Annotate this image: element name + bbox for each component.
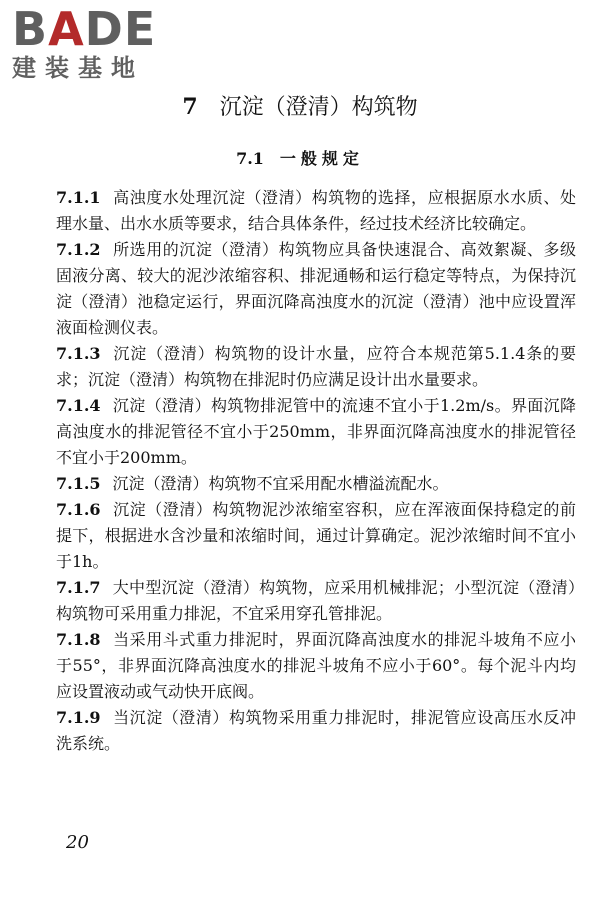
clause-7-1-5 xyxy=(56,471,576,497)
clause-number: 7.1.1 xyxy=(56,188,101,207)
clause-7-1-7 xyxy=(56,575,576,627)
clause-7-1-8 xyxy=(56,627,576,705)
section-title-text: 一般规定 xyxy=(279,149,364,168)
clause-text: 沉淀（澄清）构筑物不宜采用配水槽溢流配水。 xyxy=(112,474,449,493)
clause-7-1-9 xyxy=(56,705,576,757)
clause-7-1-3 xyxy=(56,341,576,393)
chapter-number: 7 xyxy=(182,94,198,120)
clause-text: 所选用的沉淀（澄清）构筑物应具备快速混合、高效絮凝、多级固液分离、较大的泥沙浓缩容积、排泥通畅和运行稳定等特点，为保持沉淀（澄清）池稳定运行，界面沉降高浊度水的沉淀（澄清）池中应设置浑液面检测仪表。 xyxy=(56,240,576,337)
clause-text: 沉淀（澄清）构筑物排泥管中的流速不宜小于1.2m/s。界面沉降高浊度水的排泥管径不宜小于250mm，非界面沉降高浊度水的排泥管径不宜小于200mm。 xyxy=(56,396,576,467)
clause-7-1-1 xyxy=(56,185,576,237)
logo-wordmark xyxy=(12,4,182,54)
chapter-title xyxy=(0,92,600,123)
clause-number: 7.1.5 xyxy=(56,474,101,493)
logo-accent-letter: A xyxy=(48,2,85,56)
chapter-title-text: 沉淀（澄清）构筑物 xyxy=(219,95,418,120)
clause-text: 沉淀（澄清）构筑物泥沙浓缩室容积，应在浑液面保持稳定的前提下，根据进水含沙量和浓缩时间，通过计算确定。泥沙浓缩时间不宜小于1h。 xyxy=(56,500,576,571)
section-title xyxy=(0,147,600,171)
clause-text: 沉淀（澄清）构筑物的设计水量，应符合本规范第5.1.4条的要求；沉淀（澄清）构筑物在排泥时仍应满足设计出水量要求。 xyxy=(56,344,576,389)
clause-number: 7.1.3 xyxy=(56,344,101,363)
clause-number: 7.1.4 xyxy=(56,396,101,415)
clause-7-1-6 xyxy=(56,497,576,575)
clause-number: 7.1.8 xyxy=(56,630,101,649)
clause-7-1-4 xyxy=(56,393,576,471)
clause-text: 高浊度水处理沉淀（澄清）构筑物的选择，应根据原水水质、处理水量、出水水质等要求，结合具体条件，经过技术经济比较确定。 xyxy=(56,188,576,233)
section-number: 7.1 xyxy=(236,149,264,168)
logo-letters-end: DE xyxy=(84,2,157,56)
page-number: 20 xyxy=(66,832,89,853)
clause-text: 当沉淀（澄清）构筑物采用重力排泥时，排泥管应设高压水反冲洗系统。 xyxy=(56,708,576,753)
logo-letters-start: B xyxy=(12,2,49,56)
clause-text: 当采用斗式重力排泥时，界面沉降高浊度水的排泥斗坡角不应小于55°，非界面沉降高浊度水的排泥斗坡角不应小于60°。每个泥斗内均应设置液动或气动快开底阀。 xyxy=(56,630,576,701)
clause-list xyxy=(56,185,576,757)
clause-text: 大中型沉淀（澄清）构筑物，应采用机械排泥；小型沉淀（澄清）构筑物可采用重力排泥，不宜采用穿孔管排泥。 xyxy=(56,578,576,623)
clause-number: 7.1.9 xyxy=(56,708,101,727)
publisher-logo xyxy=(12,4,182,82)
clause-number: 7.1.2 xyxy=(56,240,101,259)
clause-7-1-2 xyxy=(56,237,576,341)
logo-subtitle: 建装基地 xyxy=(12,54,144,82)
clause-number: 7.1.6 xyxy=(56,500,101,519)
clause-number: 7.1.7 xyxy=(56,578,101,597)
